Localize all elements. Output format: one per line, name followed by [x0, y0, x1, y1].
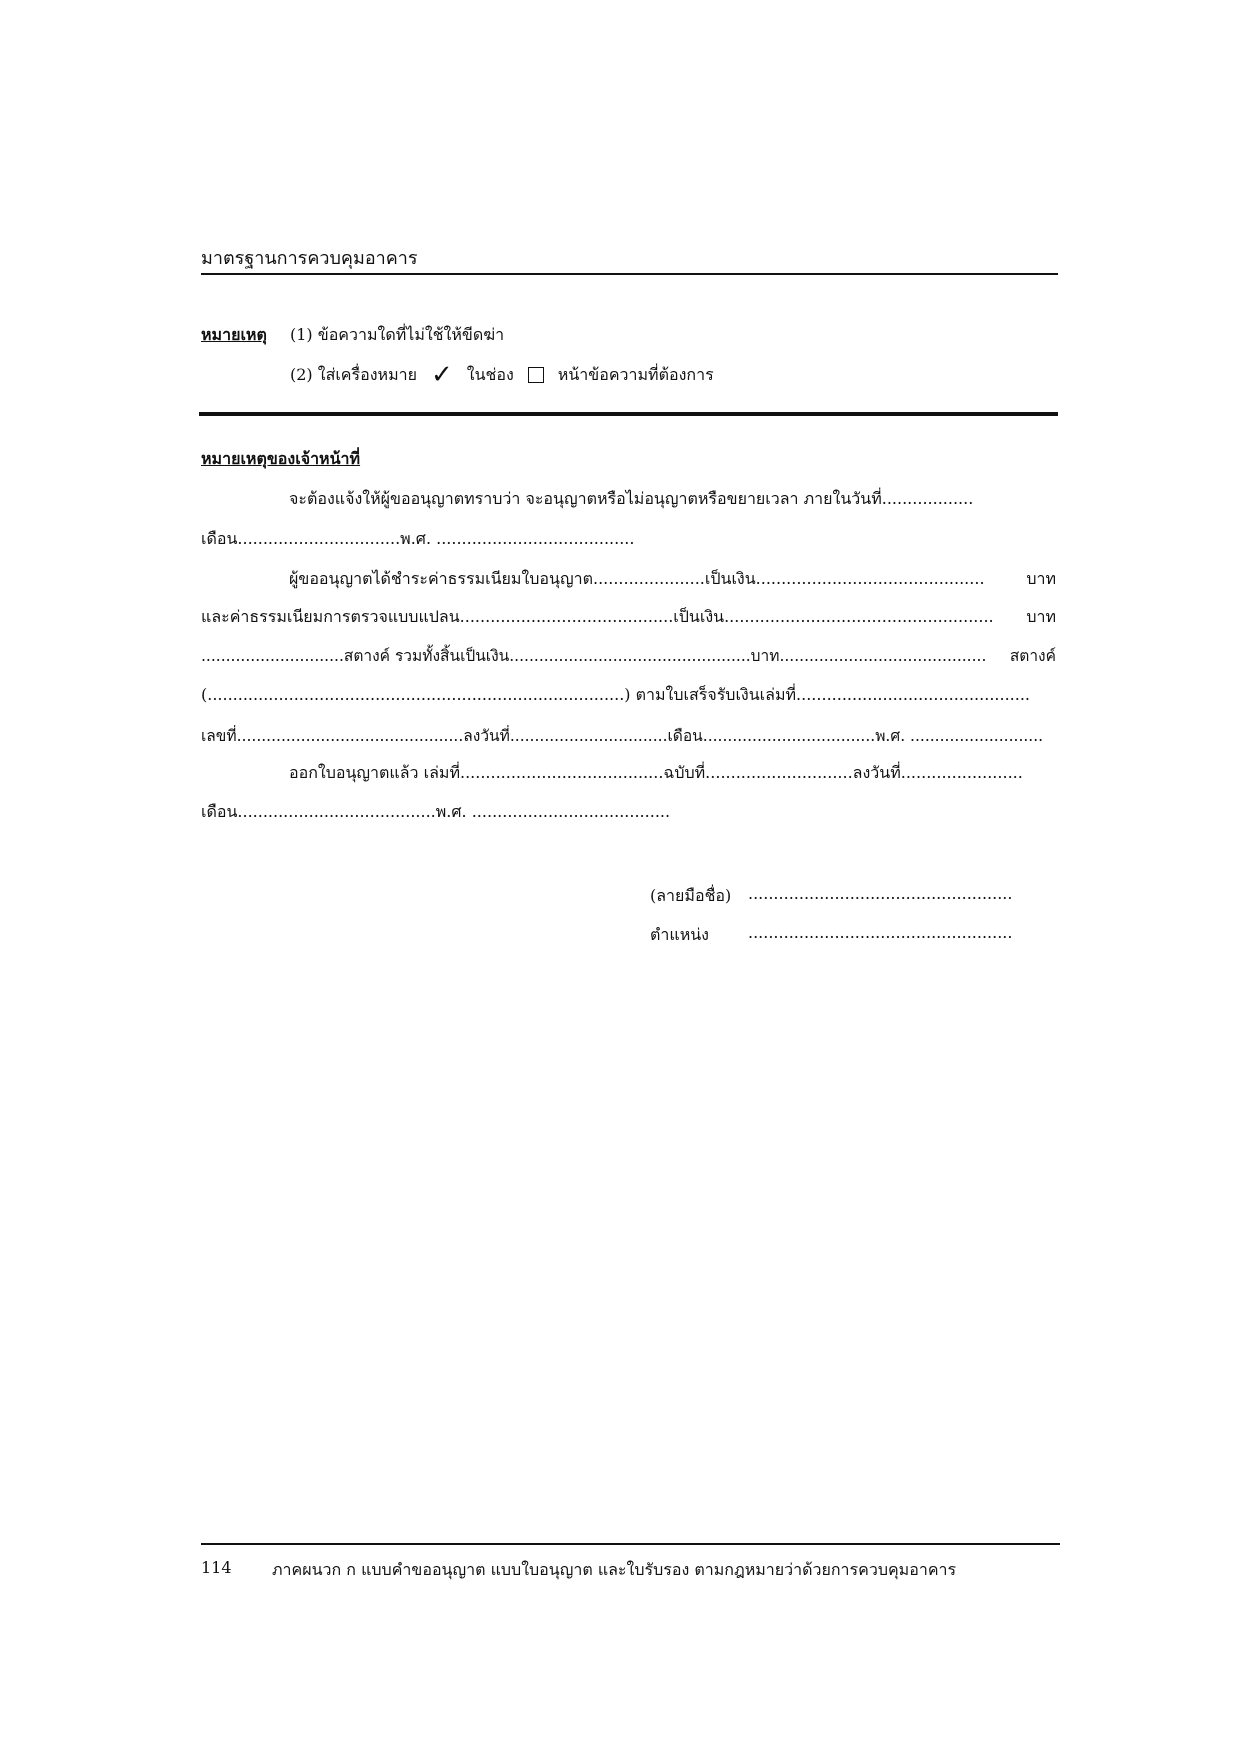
officer-notes-title: หมายเหตุของเจ้าหน้าที่ [201, 449, 361, 468]
officer-line-8: ออกใบอนุญาตแล้ว เล่มที่........................................ฉบับที่.............................ลงวันที่........................ [289, 763, 1023, 782]
officer-line-4-text: และค่าธรรมเนียมการตรวจแบบแปลน..........................................เป็นเงิน..................................................... [201, 607, 994, 626]
checkbox-icon [528, 367, 544, 383]
notes-label: หมายเหตุ [201, 325, 267, 344]
position-label: ตำแหน่ง [650, 925, 709, 944]
officer-line-1: จะต้องแจ้งให้ผู้ขออนุญาตทราบว่า จะอนุญาตหรือไม่อนุญาตหรือขยายเวลา ภายในวันที่.................. [289, 489, 974, 508]
officer-line-4-unit: บาท [1026, 607, 1056, 626]
running-header: มาตรฐานการควบคุมอาคาร [201, 248, 418, 269]
footer-text: ภาคผนวก ก แบบคำขออนุญาต แบบใบอนุญาต และใบรับรอง ตามกฎหมายว่าด้วยการควบคุมอาคาร [272, 1560, 957, 1579]
note-item-2 [290, 362, 714, 388]
officer-line-9: เดือน.......................................พ.ศ. ....................................... [201, 802, 671, 821]
signature-label: (ลายมือชื่อ) [650, 886, 732, 905]
position-line: .................................................... [748, 923, 1013, 942]
officer-line-3 [289, 567, 1056, 592]
officer-line-5 [201, 643, 1056, 668]
officer-line-4 [201, 605, 1056, 630]
officer-line-3-text: ผู้ขออนุญาตได้ชำระค่าธรรมเนียมใบอนุญาต......................เป็นเงิน............................................. [289, 569, 985, 588]
page-number: 114 [201, 1558, 232, 1577]
footer-divider [201, 1543, 1060, 1545]
note-item-2-prefix: (2) ใส่เครื่องหมาย [290, 364, 417, 384]
officer-line-3-unit: บาท [1026, 569, 1056, 588]
note-item-1: (1) ข้อความใดที่ไม่ใช้ให้ขีดฆ่า [290, 325, 505, 344]
section-divider [199, 412, 1058, 416]
officer-line-5-text: .............................สตางค์ รวมทั้งสิ้นเป็นเงิน.................................................บาท.......................................... [201, 647, 987, 665]
checkmark-icon: ✓ [430, 360, 453, 390]
signature-line: .................................................... [748, 884, 1013, 903]
note-item-2-middle: ในช่อง [466, 364, 514, 384]
officer-line-2: เดือน................................พ.ศ. ....................................... [201, 529, 635, 548]
officer-line-7: เลขที่..............................................ลงวันที่................................เดือน...................................พ.ศ. ........................... [201, 727, 1044, 745]
note-item-2-suffix: หน้าข้อความที่ต้องการ [557, 364, 714, 384]
officer-line-5-unit: สตางค์ [1009, 647, 1056, 665]
officer-line-6: (..................................................................................) ตามใบเสร็จรับเงินเล่มที่.............................................. [201, 685, 1030, 704]
header-divider [201, 273, 1058, 275]
